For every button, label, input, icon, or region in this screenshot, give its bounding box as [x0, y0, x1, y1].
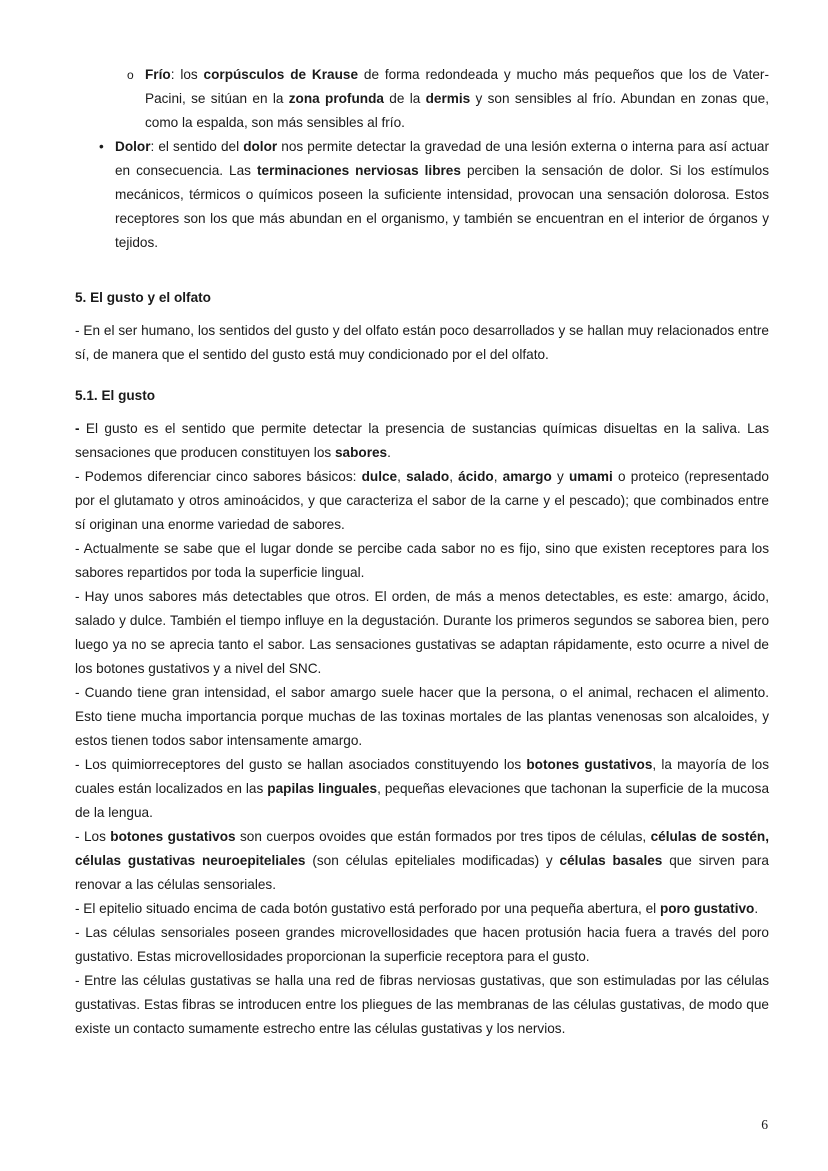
paragraph: - Entre las células gustativas se halla una red de fibras nerviosas gustativas, que son estimuladas por las células gustativas. Estas fibras se introducen entre los pliegues de las membranas de las células gustativas, de modo que existe un contacto sumamente estrecho entre las células gustativas y los nervios.: [75, 973, 769, 1036]
list-item-frio: o Frío: los corpúsculos de Krause de forma redondeada y mucho más pequeños que los de Vater-Pacini, se sitúan en la zona profunda de la dermis y son sensibles al frío. Abundan en zonas que, como la espalda, son más sensibles al frío.: [145, 63, 769, 135]
section-heading-5: 5. El gusto y el olfato: [75, 290, 211, 305]
circle-bullet-icon: o: [127, 68, 134, 82]
bullet-icon: •: [99, 139, 104, 154]
paragraph: - Cuando tiene gran intensidad, el sabor amargo suele hacer que la persona, o el animal, rechacen el alimento. Esto tiene mucha importancia porque muchas de las toxinas mortales de las plantas venenosas son alcaloides, y estos tienen todos sabor intensamente amargo.: [75, 685, 769, 748]
section-heading-5-1: 5.1. El gusto: [75, 388, 156, 403]
paragraph: - Las células sensoriales poseen grandes microvellosidades que hacen protusión hacia fuera a través del poro gustativo. Estas microvellosidades proporcionan la superficie receptora para el gusto.: [75, 925, 769, 964]
paragraph: - Actualmente se sabe que el lugar donde se percibe cada sabor no es fijo, sino que existen receptores para los sabores repartidos por toda la superficie lingual.: [75, 541, 769, 580]
page-number: 6: [761, 1117, 768, 1132]
paragraph: - El gusto es el sentido que permite detectar la presencia de sustancias químicas disueltas en la saliva. Las sensaciones que producen constituyen los sabores.: [75, 421, 769, 460]
list-item-dolor: • Dolor: el sentido del dolor nos permite detectar la gravedad de una lesión externa o interna para así actuar en consecuencia. Las terminaciones nerviosas libres perciben la sensación de dolor. Si los estímulos mecánicos, térmicos o químicos poseen la suficiente intensidad, provocan una sensación dolorosa. Estos receptores son los que más abundan en el organismo, y también se encuentran en el interior de órganos y tejidos.: [115, 135, 769, 255]
section-5-intro: - En el ser humano, los sentidos del gusto y del olfato están poco desarrollados y se hallan muy relacionados entre sí, de manera que el sentido del gusto está muy condicionado por el del olfato.: [75, 323, 769, 362]
paragraph: - Los botones gustativos son cuerpos ovoides que están formados por tres tipos de células, células de sostén, células gustativas neuroepiteliales (son células epiteliales modificadas) y células basales que sirven para renovar a las células sensoriales.: [75, 829, 770, 892]
paragraph: - El epitelio situado encima de cada botón gustativo está perforado por una pequeña abertura, el poro gustativo.: [75, 901, 759, 916]
paragraph: - Los quimiorreceptores del gusto se hallan asociados constituyendo los botones gustativos, la mayoría de los cuales están localizados en las papilas linguales, pequeñas elevaciones que tachonan la superficie de la mucosa de la lengua.: [75, 757, 770, 820]
paragraph: - Podemos diferenciar cinco sabores básicos: dulce, salado, ácido, amargo y umami o proteico (representado por el glutamato y otros aminoácidos, y que caracteriza el sabor de la carne y el pescado); que combinados entre sí originan una enorme variedad de sabores.: [75, 469, 769, 532]
page-content: [75, 63, 769, 1041]
paragraph: - Hay unos sabores más detectables que otros. El orden, de más a menos detectables, es este: amargo, ácido, salado y dulce. También el tiempo influye en la degustación. Durante los primeros segundos se saborea bien, pero luego ya no se aprecia tanto el sabor. Las sensaciones gustativas se adaptan rápidamente, esto ocurre a nivel de los botones gustativos y a nivel del SNC.: [75, 589, 769, 676]
section-5-1-body: [75, 417, 769, 1041]
